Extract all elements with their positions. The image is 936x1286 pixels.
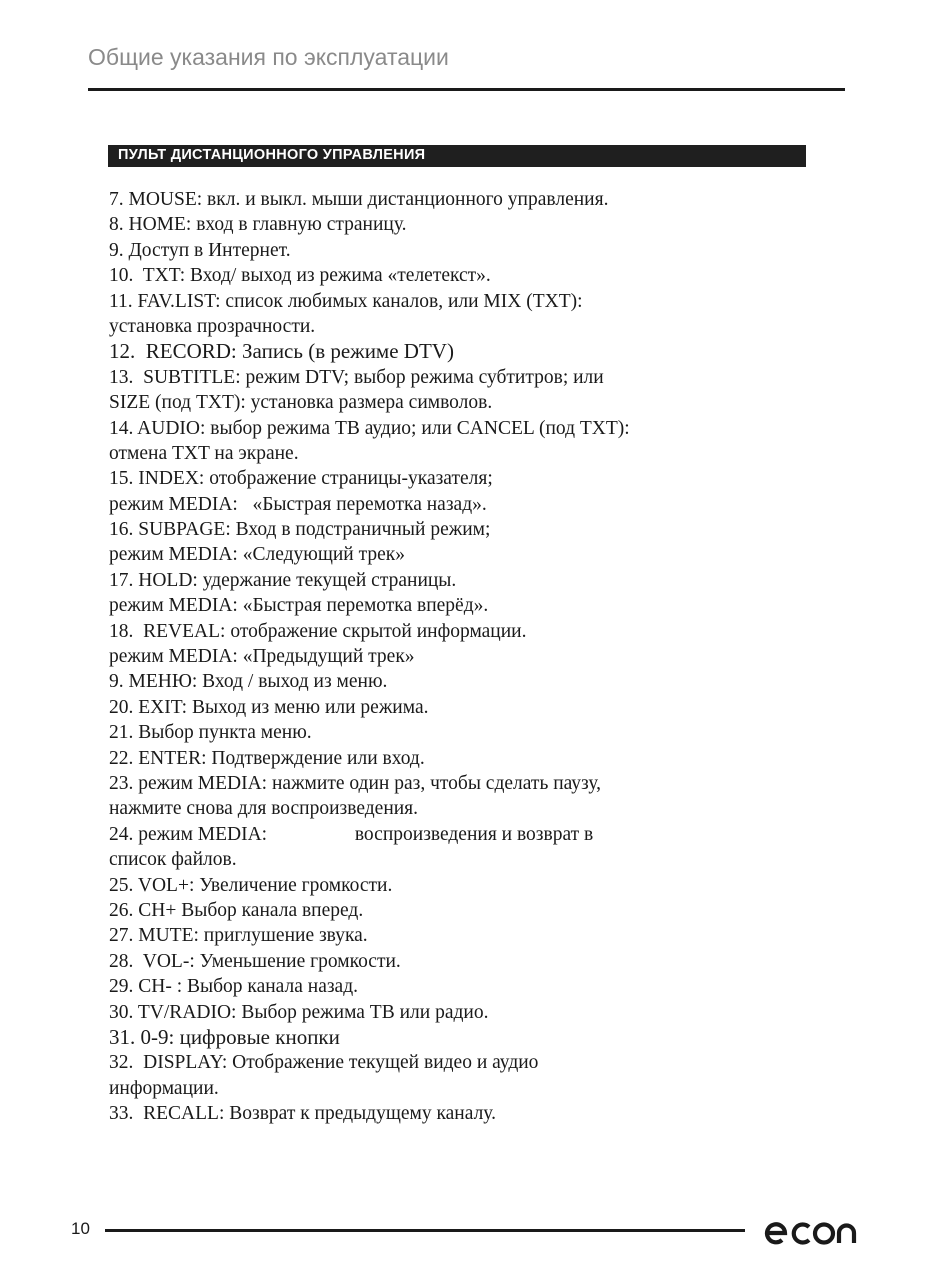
list-line: 9. Доступ в Интернет.: [109, 239, 291, 261]
list-line: 26. CH+ Выбор канала вперед.: [109, 899, 364, 921]
list-line: 12. RECORD: Запись (в режиме DTV): [109, 339, 454, 364]
instruction-list: [109, 187, 809, 1126]
list-line: отмена TXT на экране.: [109, 442, 299, 464]
page-header-title: Общие указания по эксплуатации: [88, 44, 449, 70]
list-line: режим MEDIA: «Быстрая перемотка назад».: [109, 493, 487, 515]
header-divider: [88, 88, 845, 91]
list-line: 17. HOLD: удержание текущей страницы.: [109, 569, 457, 591]
list-line: режим MEDIA: «Быстрая перемотка вперёд».: [109, 595, 489, 617]
list-line: 32. DISPLAY: Отображение текущей видео и аудио: [109, 1052, 539, 1074]
list-line: 22. ENTER: Подтверждение или вход.: [109, 747, 425, 769]
list-line: 23. режим MEDIA: нажмите один раз, чтобы сделать паузу,: [109, 772, 602, 794]
list-line: нажмите снова для воспроизведения.: [109, 798, 419, 820]
list-line: 16. SUBPAGE: Вход в подстраничный режим;: [109, 519, 491, 541]
list-line: список файлов.: [109, 849, 237, 871]
section-heading: ПУЛЬТ ДИСТАНЦИОННОГО УПРАВЛЕНИЯ: [118, 147, 426, 163]
list-line: 20. EXIT: Выход из меню или режима.: [109, 696, 429, 718]
list-line: 15. INDEX: отображение страницы-указателя;: [109, 468, 493, 490]
list-line: 31. 0-9: цифровые кнопки: [109, 1024, 340, 1049]
list-line: 25. VOL+: Увеличение громкости.: [109, 874, 393, 896]
list-line: 24. режим MEDIA: воспроизведения и возврат в: [109, 823, 594, 845]
list-line: 11. FAV.LIST: список любимых каналов, или MIX (TXT):: [109, 290, 583, 312]
list-line: 14. AUDIO: выбор режима ТВ аудио; или CANCEL (под TXT):: [109, 417, 630, 439]
list-line: режим MEDIA: «Предыдущий трек»: [109, 646, 415, 668]
list-line: SIZE (под TXT): установка размера символов.: [109, 392, 493, 414]
list-line: 10. TXT: Вход/ выход из режима «телетекст».: [109, 265, 491, 287]
list-line: 27. MUTE: приглушение звука.: [109, 925, 368, 947]
list-line: 8. HOME: вход в главную страницу.: [109, 214, 407, 236]
list-line: 18. REVEAL: отображение скрытой информации.: [109, 620, 527, 642]
list-line: 7. MOUSE: вкл. и выкл. мыши дистанционного управления.: [109, 189, 609, 210]
list-line: 29. CH- : Выбор канала назад.: [109, 976, 359, 998]
footer-divider: [105, 1229, 745, 1232]
list-line: 28. VOL-: Уменьшение громкости.: [109, 950, 401, 972]
list-line: режим MEDIA: «Следующий трек»: [109, 544, 406, 566]
page-number: 10: [71, 1219, 90, 1238]
list-line: установка прозрачности.: [109, 315, 316, 337]
list-line: 33. RECALL: Возврат к предыдущему каналу.: [109, 1103, 496, 1125]
section-heading-bar: [108, 145, 806, 167]
list-line: 30. TV/RADIO: Выбор режима ТВ или радио.: [109, 1001, 489, 1023]
list-line: информации.: [109, 1077, 219, 1099]
list-line: 13. SUBTITLE: режим DTV; выбор режима субтитров; или: [109, 366, 604, 388]
list-line: 21. Выбор пункта меню.: [109, 722, 312, 744]
econ-logo: [764, 1212, 860, 1250]
list-line: 9. МЕНЮ: Вход / выход из меню.: [109, 671, 388, 693]
